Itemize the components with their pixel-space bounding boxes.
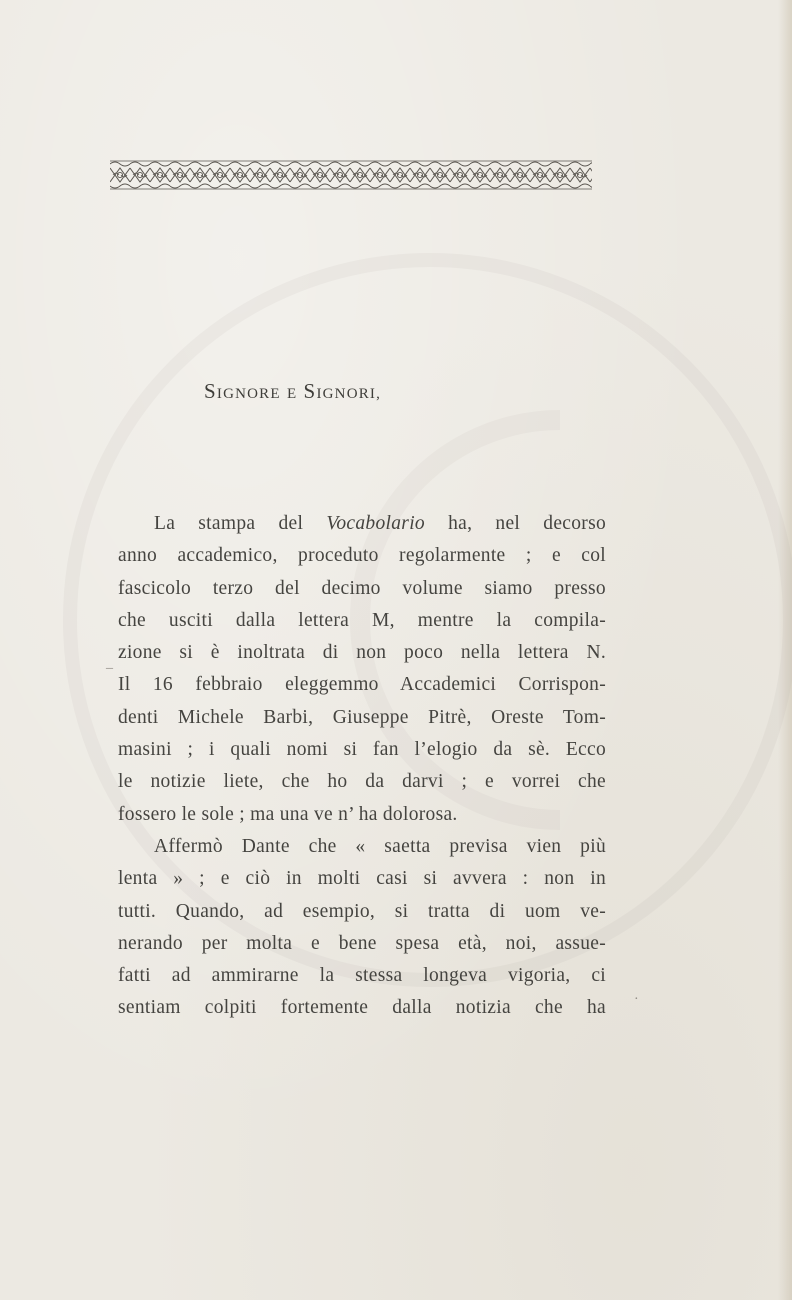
heading-initial-2: S: [303, 379, 317, 403]
paragraph-1-line-4: che usciti dalla lettera M, mentre la compila-: [118, 609, 606, 631]
paragraph-2-line-2: lenta » ; e ciò in molti casi si avvera : non in: [118, 868, 606, 890]
paragraph-2-line-6: sentiam colpiti fortemente dalla notizia che ha: [118, 997, 606, 1019]
paragraph-2-line-5: fatti ad ammirarne la stessa longeva vigoria, ci: [118, 965, 606, 987]
paragraph-2-line-3: tutti. Quando, ad esempio, si tratta di uom ve-: [118, 900, 606, 922]
paragraph-1-line-7: denti Michele Barbi, Giuseppe Pitrè, Oreste Tom-: [118, 706, 606, 728]
paragraph-2-line-1: Affermò Dante che « saetta previsa vien più: [154, 835, 606, 857]
paper-speck-mark: ·: [634, 992, 639, 1007]
heading-initial-1: S: [204, 379, 217, 403]
paper-dash-mark: _: [106, 656, 113, 671]
italic-title: Vocabolario: [326, 513, 425, 534]
text-segment: La stampa del: [154, 513, 327, 534]
text-segment: ha, nel decorso: [424, 513, 607, 534]
paragraph-1-line-8: masini ; i quali nomi si fan l’elogio da sè. Ecco: [118, 739, 606, 761]
heading-word-2-rest: IGNORI,: [316, 386, 382, 402]
paragraph-1-line-3: fascicolo terzo del decimo volume siamo presso: [118, 577, 606, 599]
decorative-border-ornament: [110, 160, 592, 190]
body-text: [118, 508, 606, 1025]
page-edge-shadow: [778, 0, 792, 1300]
paragraph-1-line-6: Il 16 febbraio eleggemmo Accademici Corrispon-: [118, 674, 606, 696]
heading-word-1-rest: IGNORE: [216, 386, 281, 402]
paragraph-1-line-1: [118, 508, 606, 540]
salutation-heading: [204, 379, 564, 404]
paragraph-1-line-10: fossero le sole ; ma una ve n’ ha dolorosa.: [118, 803, 458, 825]
paragraph-2-line-4: nerando per molta e bene spesa età, noi, assue-: [118, 932, 606, 954]
paragraph-1-line-2: anno accademico, proceduto regolarmente ; e col: [118, 545, 606, 567]
paragraph-1-line-5: zione si è inoltrata di non poco nella lettera N.: [118, 642, 606, 664]
heading-conjunction: E: [286, 386, 298, 402]
paragraph-1-line-9: le notizie liete, che ho da darvi ; e vorrei che: [118, 771, 606, 793]
